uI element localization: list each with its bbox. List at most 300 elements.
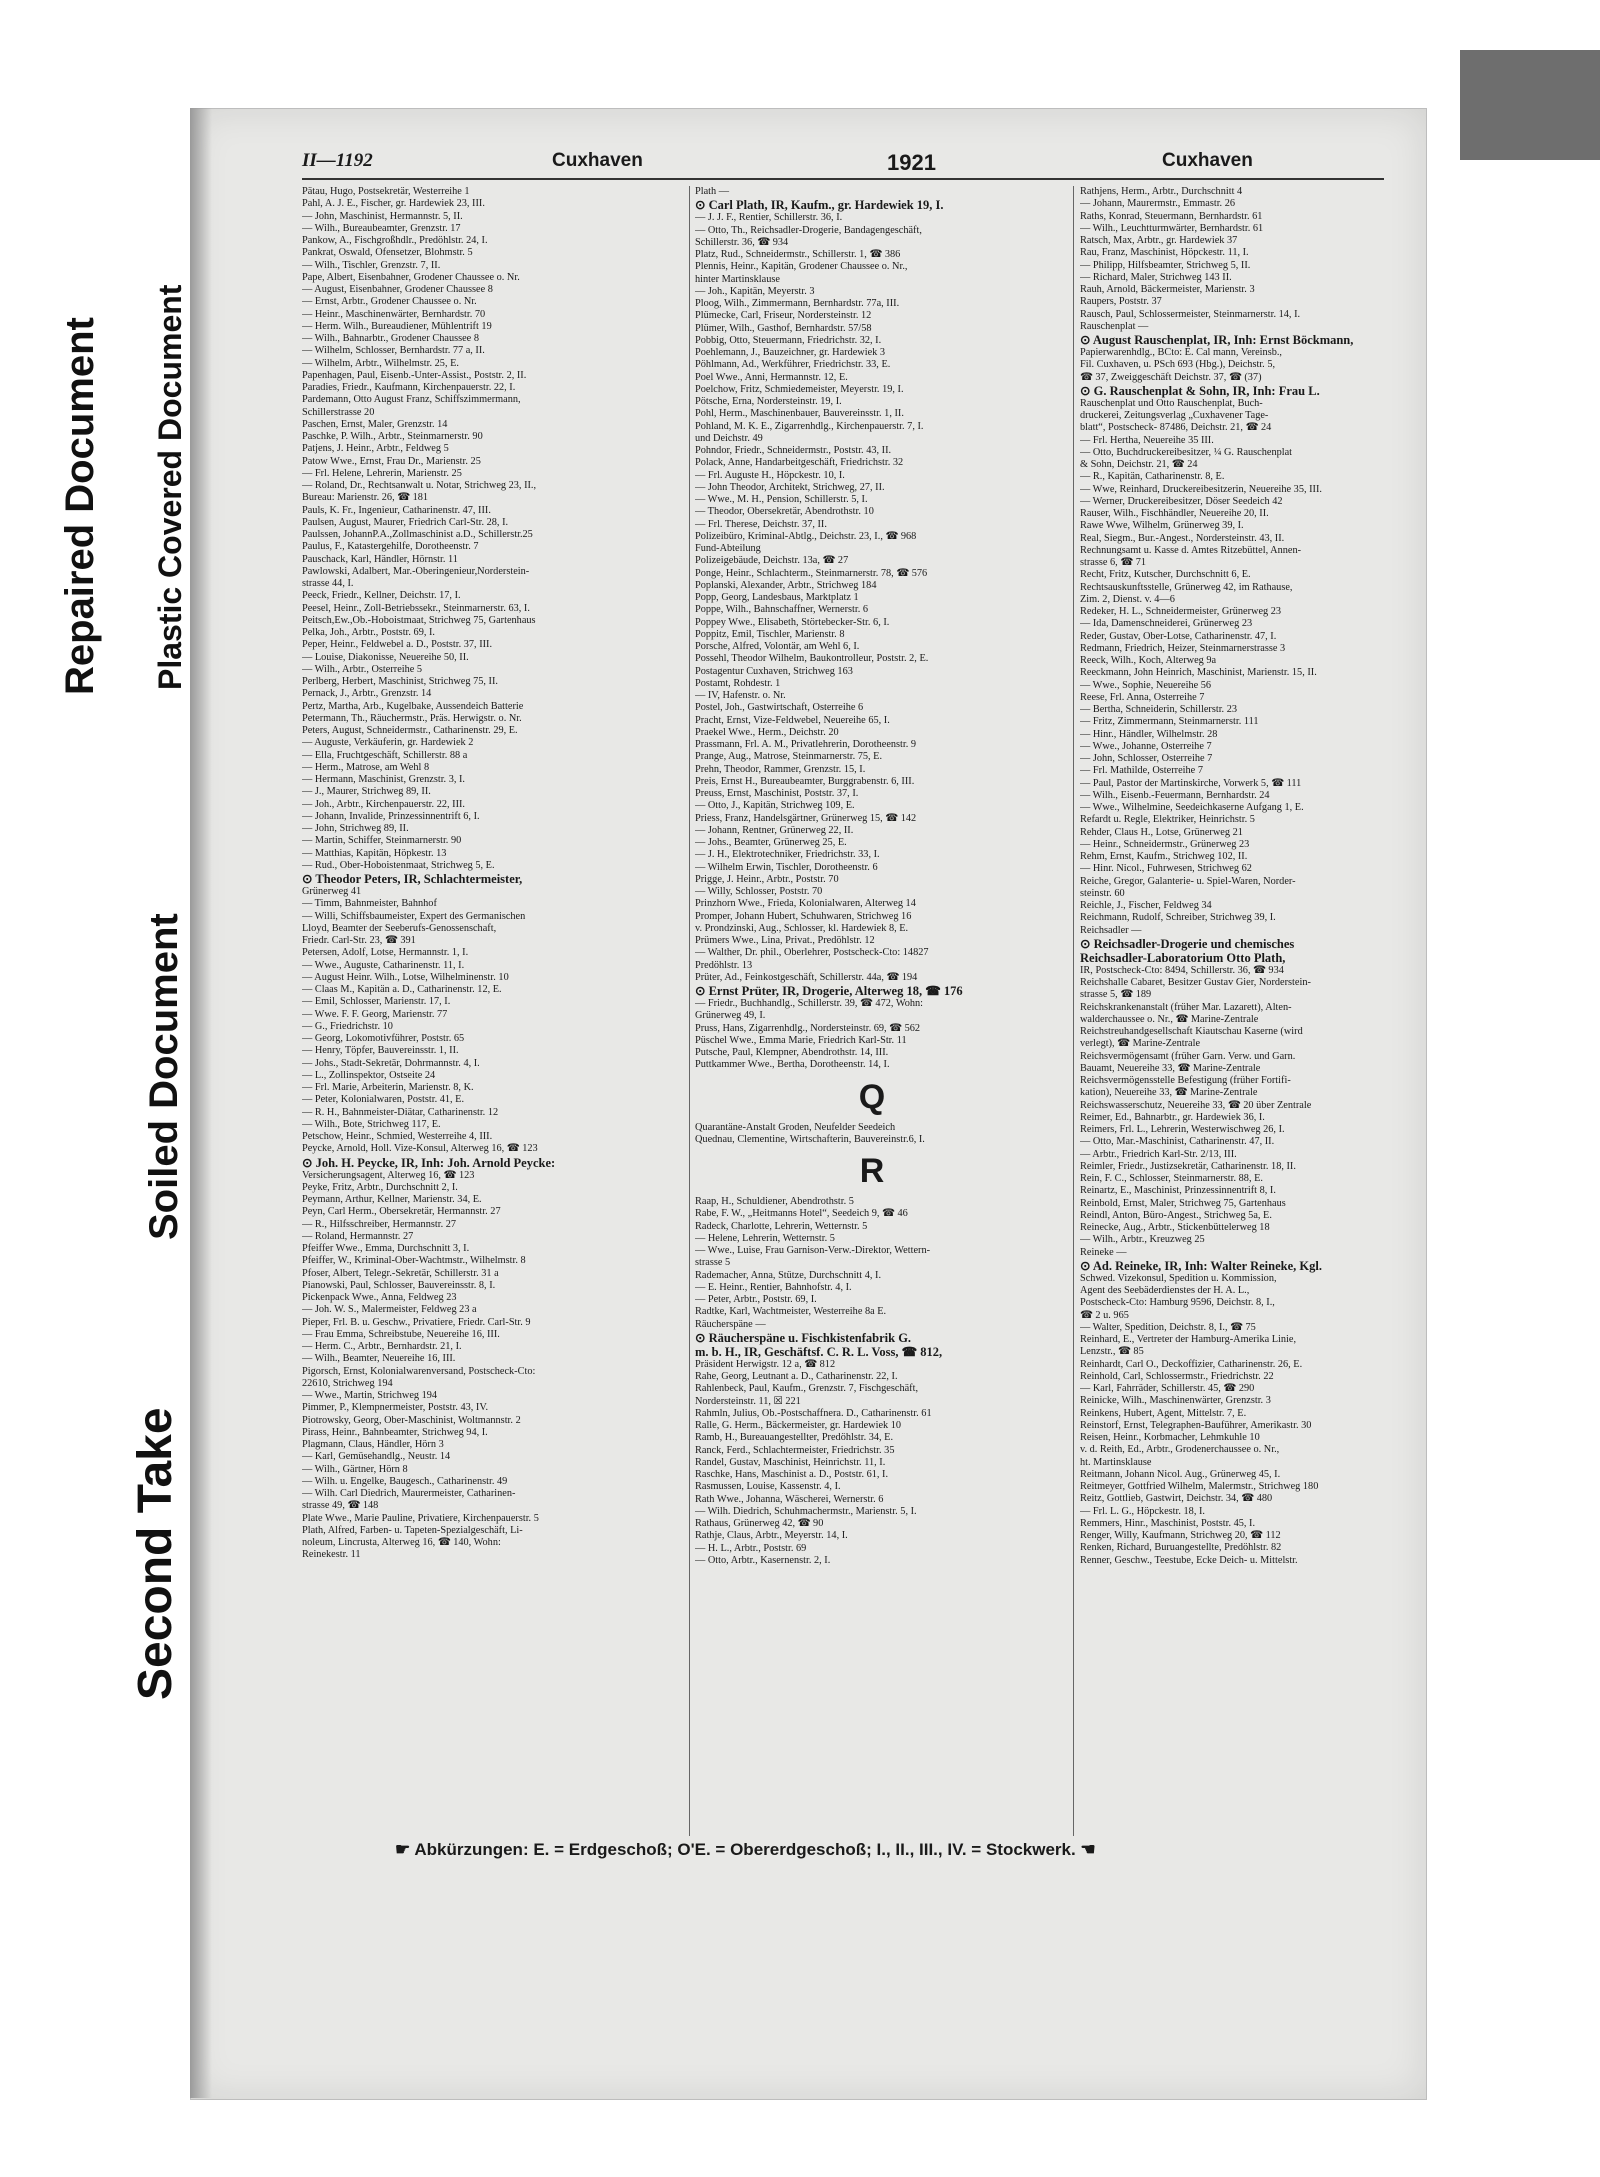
directory-entry: Rechtsauskunftsstelle, Grünerweg 42, im Rathause, <box>1080 581 1293 593</box>
directory-entry: Polizeibüro, Kriminal-Abtlg., Deichstr. 23, I., ☎ 968 <box>695 530 917 542</box>
directory-entry: Preuss, Ernst, Maschinist, Poststr. 37, I. <box>695 788 859 799</box>
directory-entry: — John Theodor, Architekt, Strichweg, 27, II. <box>695 481 885 493</box>
directory-entry: Pickenpack Wwe., Anna, Feldweg 23 <box>302 1292 457 1303</box>
directory-entry: Paschke, P. Wilh., Arbtr., Steinmarnerstr. 90 <box>302 431 483 442</box>
directory-entry: Pauls, K. Fr., Ingenieur, Catharinenstr. 47, III. <box>302 504 491 516</box>
directory-entry: — Hinr., Händler, Wilhelmstr. 28 <box>1080 728 1218 740</box>
directory-entry: — Werner, Druckereibesitzer, Döser Seedeich 42 <box>1080 495 1283 507</box>
directory-entry: — Henry, Töpfer, Bauvereinsstr. 1, II. <box>302 1045 459 1057</box>
directory-entry: Rawe Wwe, Wilhelm, Grünerweg 39, I. <box>1080 520 1244 532</box>
directory-entry: Pötsche, Erna, Nordersteinstr. 19, I. <box>695 396 842 407</box>
directory-entry: Porsche, Alfred, Volontär, am Wehl 6, I. <box>695 641 860 652</box>
directory-entry: — Wilh., Bureaubeamter, Grenzstr. 17 <box>302 222 461 234</box>
directory-entry: Peymann, Arthur, Kellner, Marienstr. 34, E. <box>302 1194 482 1205</box>
directory-entry: — Georg, Lokomotivführer, Poststr. 65 <box>302 1033 465 1044</box>
directory-entry: — Richard, Maler, Strichweg 143 II. <box>1080 271 1232 283</box>
directory-entry: Reinartz, E., Maschinist, Prinzessinnentrift 8, I. <box>1080 1185 1276 1197</box>
directory-entry: — R., Kapitän, Catharinenstr. 8, E. <box>1080 471 1225 483</box>
directory-entry: Rathaus, Grünerweg 42, ☎ 90 <box>695 1518 824 1529</box>
directory-entry: — Wilh., Arbtr., Osterreihe 5 <box>302 663 423 675</box>
directory-entry: Peeck, Friedr., Kellner, Deichstr. 17, I. <box>302 590 461 602</box>
directory-entry: Reineke — <box>1080 1246 1127 1258</box>
directory-entry: Putsche, Paul, Klempner, Abendrothstr. 14, III. <box>695 1047 889 1058</box>
directory-entry: Renner, Geschw., Teestube, Ecke Deich- u. Mittelstr. <box>1080 1554 1298 1566</box>
directory-entry: Patow Wwe., Ernst, Frau Dr., Marienstr. 25 <box>302 455 481 467</box>
directory-entry: — Herm., Matrose, am Wehl 8 <box>302 761 430 773</box>
directory-entry: Reese, Frl. Anna, Osterreihe 7 <box>1080 691 1205 703</box>
directory-entry: Reimers, Frl. L., Lehrerin, Westerwischweg 26, I. <box>1080 1124 1285 1135</box>
directory-entry: Possehl, Theodor Wilhelm, Baukontrolleur, Poststr. 2, E. <box>695 653 929 665</box>
directory-entry: Reitmann, Johann Nicol. Aug., Grünerweg 45, I. <box>1080 1468 1281 1480</box>
directory-entry: — Theodor, Obersekretär, Abendrothstr. 10 <box>695 506 874 518</box>
directory-entry: Pfeiffer Wwe., Emma, Durchschnitt 3, I. <box>302 1243 470 1254</box>
directory-entry: Pobbig, Otto, Steuermann, Friedrichstr. 32, I. <box>695 334 882 346</box>
directory-entry: Rauschenplat und Otto Rauschenplat, Buch- <box>1080 397 1263 409</box>
directory-entry: ⊙ G. Rauschenplat & Sohn, IR, Inh: Frau L. <box>1080 383 1320 398</box>
directory-entry: Paulsen, August, Maurer, Friedrich Carl-Str. 28, I. <box>302 516 509 528</box>
directory-entry: — IV, Hafenstr. o. Nr. <box>695 690 786 701</box>
directory-entry: Bureau: Marienstr. 26, ☎ 181 <box>302 492 429 504</box>
directory-entry: Poppey Wwe., Elisabeth, Störtebecker-Str. 6, I. <box>695 616 890 628</box>
directory-entry: Reichle, J., Fischer, Feldweg 34 <box>1080 900 1212 911</box>
directory-entry: Paradies, Friedr., Kaufmann, Kirchenpauerstr. 22, I. <box>302 382 516 393</box>
directory-entry: Redmann, Friedrich, Heizer, Steinmarnerstrasse 3 <box>1080 642 1286 654</box>
directory-entry: Poplanski, Alexander, Arbtr., Strichweg 184 <box>695 579 877 591</box>
directory-entry: — Wwe., Martin, Strichweg 194 <box>302 1390 438 1401</box>
directory-entry: — Wilh., Tischler, Grenzstr. 7, II. <box>302 259 441 271</box>
directory-entry: — Wwe., Wilhelmine, Seedeichkaserne Aufgang 1, E. <box>1080 802 1304 813</box>
directory-entry: — Wilh. u. Engelke, Baugesch., Catharinenstr. 49 <box>302 1475 508 1487</box>
directory-entry: Renken, Richard, Buruangestellte, Predöhlstr. 82 <box>1080 1542 1282 1554</box>
directory-entry: Reimer, Ed., Bahnarbtr., gr. Hardewiek 36, I. <box>1080 1111 1265 1123</box>
directory-entry: Pernack, J., Arbtr., Grenzstr. 14 <box>302 688 432 700</box>
directory-entry: ⊙ August Rauschenplat, IR, Inh: Ernst Böckmann, <box>1080 333 1354 347</box>
directory-entry: Reinekestr. 11 <box>302 1549 361 1561</box>
directory-entry: Fil. Cuxhaven, u. PSch 693 (Hbg.), Deichstr. 5, <box>1080 359 1276 371</box>
directory-entry: — E. Heinr., Rentier, Bahnhofstr. 4, I. <box>695 1281 852 1293</box>
directory-entry: Paulssen, JohannP.A.,Zollmaschinist a.D., Schillerstr.25 <box>302 529 533 540</box>
directory-entry: Poel Wwe., Anni, Hermannstr. 12, E. <box>695 371 848 383</box>
directory-entry: Rechnungsamt u. Kasse d. Amtes Ritzebüttel, Annen- <box>1080 544 1302 556</box>
directory-entry: Püschel Wwe., Emma Marie, Friedrich Karl-Str. 11 <box>695 1034 907 1046</box>
directory-entry: Polizeigebäude, Deichstr. 13a, ☎ 27 <box>695 555 849 567</box>
directory-entry: Reinecke, Aug., Arbtr., Stickenbüttelerweg 18 <box>1080 1222 1270 1233</box>
directory-entry: — Wwe. F. F. Georg, Marienstr. 77 <box>302 1008 448 1020</box>
directory-entry: Rabe, F. W., „Heitmanns Hotel“, Seedeich 9, ☎ 46 <box>695 1208 908 1220</box>
directory-entry: Fund-Abteilung <box>695 543 761 554</box>
directory-entry: Schillerstrasse 20 <box>302 406 375 418</box>
directory-entry: — Johann, Rentner, Grünerweg 22, II. <box>695 824 854 836</box>
directory-entry: Präsident Herwigstr. 12 a, ☎ 812 <box>695 1358 836 1370</box>
directory-column-3 <box>1080 186 1434 1567</box>
directory-entry: — Hermann, Maschinist, Grenzstr. 3, I. <box>302 774 466 785</box>
directory-entry: — Wilh., Bote, Strichweg 117, E. <box>302 1118 441 1130</box>
header-city-left: Cuxhaven <box>552 150 643 171</box>
directory-entry: — Wilh., Beamter, Neuereihe 16, III. <box>302 1353 456 1365</box>
label-second-take: Second Take <box>129 1407 182 1700</box>
directory-entry: Reichsvermögensstelle Befestigung (früher Fortifi- <box>1080 1075 1291 1086</box>
directory-entry: Promper, Johann Hubert, Schuhwaren, Strichweg 16 <box>695 910 912 922</box>
directory-entry: Pelka, Joh., Arbtr., Poststr. 69, I. <box>302 627 436 638</box>
directory-entry: strasse 5 <box>695 1257 731 1269</box>
directory-entry: Raths, Konrad, Steuermann, Bernhardstr. 61 <box>1080 210 1263 222</box>
directory-entry: Grünerweg 41 <box>302 886 362 897</box>
directory-entry: — Otto, Arbtr., Kasernenstr. 2, I. <box>695 1554 831 1566</box>
directory-entry: Pfeiffer, W., Kriminal-Ober-Wachtmstr., Wilhelmstr. 8 <box>302 1255 526 1267</box>
directory-entry: — Wwe., Auguste, Catharinenstr. 11, I. <box>302 959 465 971</box>
directory-entry: — Timm, Bahnmeister, Bahnhof <box>302 898 437 910</box>
directory-entry: — J., Maurer, Strichweg 89, II. <box>302 786 431 798</box>
directory-entry: Reitz, Gottlieb, Gastwirt, Deichstr. 34, ☎ 480 <box>1080 1493 1273 1505</box>
directory-entry: Pigorsch, Ernst, Kolonialwarenversand, Postscheck-Cto: <box>302 1365 536 1377</box>
directory-entry: — Otto, Buchdruckereibesitzer, ¼ G. Rauschenplat <box>1080 446 1293 458</box>
page-binding-shadow <box>190 108 212 2098</box>
directory-entry: Reinkens, Hubert, Agent, Mittelstr. 7, E. <box>1080 1407 1247 1419</box>
directory-entry: — J. J. F., Rentier, Schillerstr. 36, I. <box>695 212 843 224</box>
directory-entry: Platz, Rud., Schneidermstr., Schillerstr. 1, ☎ 386 <box>695 249 901 260</box>
directory-entry: Rademacher, Anna, Stütze, Durchschnitt 4, I. <box>695 1269 882 1281</box>
directory-entry: Raupers, Poststr. 37 <box>1080 296 1162 308</box>
directory-entry: Poehlemann, J., Bauzeichner, gr. Hardewiek 3 <box>695 347 886 358</box>
directory-entry: Rausch, Paul, Schlossermeister, Steinmarnerstr. 14, I. <box>1080 308 1301 320</box>
directory-entry: — Frl. Auguste H., Höpckestr. 10, I. <box>695 469 845 481</box>
directory-entry: Rahlenbeck, Paul, Kaufm., Grenzstr. 7, Fischgeschäft, <box>695 1383 919 1395</box>
directory-entry: Pape, Albert, Eisenbahner, Grodener Chaussee o. Nr. <box>302 271 520 283</box>
directory-entry: — Martin, Schiffer, Steinmarnerstr. 90 <box>302 835 462 847</box>
directory-entry: m. b. H., IR, Geschäftsf. C. R. L. Voss, ☎ 812, <box>695 1344 943 1359</box>
directory-entry: Reitmeyer, Gottfried Wilhelm, Malermstr., Strichweg 180 <box>1080 1481 1319 1492</box>
directory-entry: — Frl. Marie, Arbeiterin, Marienstr. 8, K. <box>302 1082 474 1093</box>
directory-entry: Postscheck-Cto: Hamburg 9596, Deichstr. 8, I., <box>1080 1297 1275 1309</box>
directory-entry: v. d. Reith, Ed., Arbtr., Grodenerchaussee o. Nr., <box>1080 1444 1280 1456</box>
label-plastic-covered-document: Plastic Covered Document <box>152 284 188 690</box>
directory-entry: Lenzstr., ☎ 85 <box>1080 1346 1144 1358</box>
directory-entry: — Walther, Dr. phil., Oberlehrer, Postscheck-Cto: 14827 <box>695 947 929 959</box>
directory-entry: Reinhardt, Carl O., Deckoffizier, Catharinenstr. 26, E. <box>1080 1358 1303 1370</box>
directory-entry: Pawlowski, Adalbert, Mar.-Oberingenieur,Norderstein- <box>302 565 530 577</box>
directory-entry: Paschen, Ernst, Maler, Grenzstr. 14 <box>302 418 448 430</box>
directory-entry: — Helene, Lehrerin, Wetternstr. 5 <box>695 1232 835 1244</box>
directory-entry: — Heinr., Schneidermstr., Grünerweg 23 <box>1080 838 1250 850</box>
directory-entry: Poelchow, Fritz, Schmiedemeister, Meyerstr. 19, I. <box>695 383 904 395</box>
directory-entry: 22610, Strichweg 194 <box>302 1377 393 1389</box>
directory-entry: Schwed. Vizekonsul, Spedition u. Kommission, <box>1080 1272 1277 1284</box>
directory-entry: Peycke, Arnold, Holl. Vize-Konsul, Alterweg 16, ☎ 123 <box>302 1143 538 1155</box>
directory-entry: Reichshalle Cabaret, Besitzer Gustav Gier, Norderstein- <box>1080 977 1311 988</box>
directory-entry: Reiche, Gregor, Galanterie- u. Spiel-Waren, Norder- <box>1080 875 1296 887</box>
directory-entry: — Wilhelm, Schlosser, Bernhardstr. 77 a, II. <box>302 345 485 357</box>
directory-entry: strasse 49, ☎ 148 <box>302 1500 379 1512</box>
directory-entry: — Auguste, Verkäuferin, gr. Hardewiek 2 <box>302 737 474 749</box>
directory-entry: — Wilhelm Erwin, Tischler, Dorotheenstr. 6 <box>695 861 878 873</box>
directory-entry: — R., Hilfsschreiber, Hermannstr. 27 <box>302 1218 457 1230</box>
directory-entry: strasse 5, ☎ 189 <box>1080 989 1152 1001</box>
directory-entry: — Rud., Ober-Hoboistenmaat, Strichweg 5, E. <box>302 859 495 871</box>
directory-entry: Ranck, Ferd., Schlachtermeister, Friedrichstr. 35 <box>695 1444 895 1456</box>
directory-entry: — G., Friedrichstr. 10 <box>302 1020 393 1032</box>
directory-entry: Reichsadler-Laboratorium Otto Plath, <box>1080 950 1286 965</box>
directory-column-1 <box>302 186 656 1562</box>
directory-entry: Plath — <box>695 186 730 197</box>
directory-entry: verlegt), ☎ Marine-Zentrale <box>1080 1038 1201 1050</box>
directory-entry: Patjens, J. Heinr., Arbtr., Feldweg 5 <box>302 443 449 455</box>
directory-entry: druckerei, Zeitungsverlag „Cuxhavener Tage- <box>1080 410 1269 421</box>
directory-entry: — Herm. C., Arbtr., Bernhardstr. 21, I. <box>302 1341 462 1352</box>
directory-entry: Plümer, Wilh., Gasthof, Bernhardstr. 57/58 <box>695 322 872 334</box>
directory-entry: — Wilh., Leuchtturmwärter, Bernhardstr. 61 <box>1080 222 1264 234</box>
section-letter-r: R <box>859 1152 885 1190</box>
directory-entry: — Matthias, Kapitän, Höpkestr. 13 <box>302 847 447 859</box>
directory-entry: — Otto, Mar.-Maschinist, Catharinenstr. 47, II. <box>1080 1136 1275 1148</box>
directory-entry: ⊙ Theodor Peters, IR, Schlachtermeister, <box>302 872 523 886</box>
directory-entry: — Hinr. Nicol., Fuhrwesen, Strichweg 62 <box>1080 863 1252 875</box>
directory-entry: Ratsch, Max, Arbtr., gr. Hardewiek 37 <box>1080 235 1238 246</box>
directory-entry: und Deichstr. 49 <box>695 432 763 444</box>
directory-entry: — Frl. L. G., Höpckestr. 18, I. <box>1080 1505 1205 1517</box>
directory-entry: Nordersteinstr. 11, ☒ 221 <box>695 1395 801 1407</box>
directory-entry: Prümers Wwe., Lina, Privat., Predöhlstr. 12 <box>695 935 875 946</box>
directory-entry: — R. H., Bahnmeister-Diätar, Catharinenstr. 12 <box>302 1106 499 1118</box>
directory-entry: steinstr. 60 <box>1080 887 1125 899</box>
directory-entry: Plennis, Heinr., Kapitän, Grodener Chaussee o. Nr., <box>695 261 908 273</box>
directory-entry: Peters, August, Schneidermstr., Catharinenstr. 29, E. <box>302 725 518 736</box>
directory-entry: Reimler, Friedr., Justizsekretär, Catharinenstr. 18, II. <box>1080 1160 1296 1172</box>
directory-entry: — Emil, Schlosser, Marienstr. 17, I. <box>302 996 451 1008</box>
directory-entry: Reichsadler — <box>1080 924 1142 936</box>
directory-entry: hinter Martinsklause <box>695 273 780 285</box>
directory-entry: Puttkammer Wwe., Bertha, Dorotheenstr. 14, I. <box>695 1059 890 1071</box>
directory-entry: v. Prondzinski, Aug., Schlosser, kl. Hardewiek 8, E. <box>695 922 909 934</box>
directory-entry: Reichskrankenanstalt (früher Mar. Lazarett), Alten- <box>1080 1001 1292 1013</box>
directory-entry: Bauamt, Neuereihe 33, ☎ Marine-Zentrale <box>1080 1062 1261 1074</box>
directory-entry: — Otto, J., Kapitän, Strichweg 109, E. <box>695 800 855 812</box>
directory-entry: Rehm, Ernst, Kaufm., Strichweg 102, II. <box>1080 851 1248 862</box>
directory-entry: — Ida, Damenschneiderei, Grünerweg 23 <box>1080 618 1253 630</box>
directory-entry: Reeck, Wilh., Koch, Alterweg 9a <box>1080 655 1217 666</box>
directory-entry: Real, Siegm., Bur.-Angest., Nordersteinstr. 43, II. <box>1080 532 1285 544</box>
directory-entry: Reichswasserschutz, Neuereihe 33, ☎ 20 über Zentrale <box>1080 1099 1312 1111</box>
directory-entry: Prüter, Ad., Feinkostgeschäft, Schillerstr. 44a, ☎ 194 <box>695 971 918 983</box>
directory-entry: Grünerweg 49, I. <box>695 1010 766 1022</box>
directory-entry: Ralle, G. Herm., Bäckermeister, gr. Hardewiek 10 <box>695 1420 902 1431</box>
directory-entry: Pätau, Hugo, Postsekretär, Westerreihe 1 <box>302 186 470 197</box>
directory-entry: Reder, Gustav, Ober-Lotse, Catharinenstr. 47, I. <box>1080 630 1277 642</box>
label-soiled-document: Soiled Document <box>142 913 186 1240</box>
directory-entry: Plath, Alfred, Farben- u. Tapeten-Spezialgeschäft, Li- <box>302 1524 523 1536</box>
directory-entry: ⊙ Joh. H. Peycke, IR, Inh: Joh. Arnold Peycke: <box>302 1155 556 1170</box>
directory-entry: — Frl. Helene, Lehrerin, Marienstr. 25 <box>302 467 462 479</box>
directory-entry: Piotrowsky, Georg, Ober-Maschinist, Woltmannstr. 2 <box>302 1414 521 1426</box>
directory-entry: Petersen, Adolf, Lotse, Hermannstr. 1, I. <box>302 947 469 959</box>
directory-entry: ⊙ Räucherspäne u. Fischkistenfabrik G. <box>695 1330 912 1345</box>
directory-entry: Plümecke, Carl, Friseur, Nordersteinstr. 12 <box>695 310 872 322</box>
directory-entry: ⊙ Reichsadler-Drogerie und chemisches <box>1080 936 1295 951</box>
page-header <box>302 150 1382 178</box>
directory-entry: — Ella, Fruchtgeschäft, Schillerstr. 88 a <box>302 749 468 761</box>
directory-entry: Rauh, Arnold, Bäckermeister, Marienstr. 3 <box>1080 284 1255 295</box>
page-number: II—1192 <box>302 150 373 171</box>
directory-entry: — Frl. Mathilde, Osterreihe 7 <box>1080 765 1203 777</box>
directory-entry: Polack, Anne, Handarbeitgeschäft, Friedrichstr. 32 <box>695 457 904 469</box>
directory-entry: Reinhard, E., Vertreter der Hamburg-Amerika Linie, <box>1080 1334 1297 1345</box>
directory-entry: — Peter, Arbtr., Poststr. 69, I. <box>695 1294 817 1305</box>
directory-entry: ⊙ Ad. Reineke, IR, Inh: Walter Reineke, Kgl. <box>1080 1258 1322 1273</box>
directory-entry: Reinicke, Wilh., Maschinenwärter, Grenzstr. 3 <box>1080 1395 1271 1407</box>
column-divider <box>1073 186 1074 1836</box>
directory-entry: — Johs., Stadt-Sekretär, Dohrmannstr. 4, I. <box>302 1057 480 1069</box>
directory-entry: — Joh., Kapitän, Meyerstr. 3 <box>695 285 815 297</box>
directory-entry: Pauschack, Karl, Händler, Hörnstr. 11 <box>302 553 458 565</box>
directory-entry: strasse 44, I. <box>302 578 354 589</box>
directory-entry: Paulus, F., Katastergehilfe, Dorotheenstr. 7 <box>302 541 479 553</box>
directory-entry: Redeker, H. L., Schneidermeister, Grünerweg 23 <box>1080 606 1282 617</box>
directory-entry: — Otto, Th., Reichsadler-Drogerie, Bandagengeschäft, <box>695 224 922 236</box>
directory-entry: Peper, Heinr., Feldwebel a. D., Poststr. 37, III. <box>302 639 493 651</box>
directory-entry: Rehder, Claus H., Lotse, Grünerweg 21 <box>1080 826 1243 838</box>
directory-entry: Pertz, Martha, Arb., Kugelbake, Aussendeich Batterie <box>302 700 524 712</box>
directory-entry: — Roland, Hermannstr. 27 <box>302 1230 414 1242</box>
directory-entry: — Wilh., Eisenb.-Feuermann, Bernhardstr. 24 <box>1080 789 1270 801</box>
directory-entry: Pieper, Frl. B. u. Geschw., Privatiere, Friedr. Carl-Str. 9 <box>302 1316 531 1328</box>
directory-entry: — Willy, Schlosser, Poststr. 70 <box>695 886 823 897</box>
directory-entry: — Johann, Maurermstr., Emmastr. 26 <box>1080 198 1236 210</box>
directory-entry: Rahmln, Julius, Ob.-Postschaffnera. D., Catharinenstr. 61 <box>695 1407 932 1419</box>
directory-entry: Quarantäne-Anstalt Groden, Neufelder Seedeich <box>695 1121 896 1133</box>
directory-entry: — Claas M., Kapitän a. D., Catharinenstr. 12, E. <box>302 984 502 995</box>
directory-entry: — Joh., Arbtr., Kirchenpauerstr. 22, III. <box>302 798 465 810</box>
directory-entry: — Friedr., Buchhandlg., Schillerstr. 39, ☎ 472, Wohn: <box>695 998 924 1009</box>
directory-entry: IR, Postscheck-Cto: 8494, Schillerstr. 36, ☎ 934 <box>1080 964 1284 976</box>
directory-entry: — Wwe., Sophie, Neuereihe 56 <box>1080 679 1212 691</box>
directory-entry: Recht, Fritz, Kutscher, Durchschnitt 6, E. <box>1080 569 1251 581</box>
directory-entry: Reisen, Heinr., Korbmacher, Lehmkuhle 10 <box>1080 1432 1260 1443</box>
header-rule <box>302 178 1384 180</box>
directory-entry: ⊙ Ernst Prüter, IR, Drogerie, Alterweg 18, ☎ 176 <box>695 984 963 998</box>
directory-entry: noleum, Lincrusta, Alterweg 16, ☎ 140, Wohn: <box>302 1537 501 1548</box>
directory-entry: — Wwe, Reinhard, Druckereibesitzerin, Neuereihe 35, III. <box>1080 483 1322 495</box>
directory-entry: Pirass, Heinr., Bahnbeamter, Strichweg 94, I. <box>302 1426 488 1438</box>
directory-entry: — John, Strichweg 89, II. <box>302 823 409 834</box>
directory-entry: — Frl. Therese, Deichstr. 37, II. <box>695 518 827 530</box>
directory-entry: — Fritz, Zimmermann, Steinmarnerstr. 111 <box>1080 716 1259 728</box>
directory-entry: Peyke, Fritz, Arbtr., Durchschnitt 2, I. <box>302 1181 458 1193</box>
directory-entry: Prinzhorn Wwe., Frieda, Kolonialwaren, Alterweg 14 <box>695 898 916 910</box>
directory-entry: — August Heinr. Wilh., Lotse, Wilhelminenstr. 10 <box>302 971 509 983</box>
directory-entry: Rathjens, Herm., Arbtr., Durchschnitt 4 <box>1080 186 1243 197</box>
directory-entry: ☎ 37, Zweiggeschäft Deichstr. 37, ☎ (37) <box>1080 371 1262 383</box>
directory-entry: Postagentur Cuxhaven, Strichweg 163 <box>695 665 853 677</box>
directory-entry: Petermann, Th., Räuchermstr., Präs. Herwigstr. o. Nr. <box>302 712 522 724</box>
directory-entry: — Roland, Dr., Rechtsanwalt u. Notar, Strichweg 23, II., <box>302 480 537 491</box>
directory-entry: Papierwarenhdlg., BCto: E. Cal mann, Vereinsb., <box>1080 347 1282 358</box>
directory-entry: ☎ 2 u. 965 <box>1080 1309 1129 1321</box>
directory-entry: Reichsvermögensamt (früher Garn. Verw. und Garn. <box>1080 1050 1296 1062</box>
directory-entry: Pohl, Herm., Maschinenbauer, Bauvereinsstr. 1, II. <box>695 408 904 420</box>
directory-entry: Pankow, A., Fischgroßhdlr., Predöhlstr. 24, I. <box>302 235 488 246</box>
directory-entry: Prassmann, Frl. A. M., Privatlehrerin, Dorotheenstr. 9 <box>695 739 917 750</box>
directory-entry: — Walter, Spedition, Deichstr. 8, I., ☎ 75 <box>1080 1321 1256 1333</box>
directory-entry: Renger, Willy, Kaufmann, Strichweg 20, ☎ 112 <box>1080 1530 1281 1541</box>
directory-entry: — Herm. Wilh., Bureaudiener, Mühlentrift 19 <box>302 320 492 332</box>
directory-entry: Raap, H., Schuldiener, Abendrothstr. 5 <box>695 1196 854 1207</box>
directory-entry: — Frl. Hertha, Neuereihe 35 III. <box>1080 434 1214 446</box>
directory-entry: — Louise, Diakonisse, Neuereihe 50, II. <box>302 651 469 663</box>
section-letter-q: Q <box>858 1077 886 1116</box>
directory-entry: Zim. 2, Dienst. v. 4—6 <box>1080 593 1175 605</box>
directory-entry: Plate Wwe., Marie Pauline, Privatiere, Kirchenpauerstr. 5 <box>302 1512 539 1524</box>
directory-entry: Schillerstr. 36, ☎ 934 <box>695 236 789 248</box>
directory-entry: ht. Martinsklause <box>1080 1456 1152 1468</box>
directory-entry: Friedr. Carl-Str. 23, ☎ 391 <box>302 935 416 946</box>
directory-entry: Raschke, Hans, Maschinist a. D., Poststr. 61, I. <box>695 1469 889 1480</box>
directory-entry: — Wilh. Carl Diedrich, Maurermeister, Catharinen- <box>302 1488 516 1499</box>
directory-entry: Pfoser, Albert, Telegr.-Sekretär, Schillerstr. 31 a <box>302 1267 499 1279</box>
directory-entry: Papenhagen, Paul, Eisenb.-Unter-Assist., Poststr. 2, II. <box>302 369 527 381</box>
directory-entry: Praekel Wwe., Herm., Deichstr. 20 <box>695 726 839 738</box>
directory-entry: Reinstorf, Ernst, Telegraphen-Bauführer, Amerikastr. 30 <box>1080 1419 1312 1431</box>
label-repaired-document: Repaired Document <box>58 317 102 695</box>
directory-entry: Reichmann, Rudolf, Schreiber, Strichweg 39, I. <box>1080 912 1276 924</box>
directory-entry: Randel, Gustav, Maschinist, Heinrichstr. 11, I. <box>695 1456 886 1468</box>
directory-entry: — Willi, Schiffsbaumeister, Expert des Germanischen <box>302 910 526 922</box>
directory-entry: — Johs., Beamter, Grünerweg 25, E. <box>695 837 847 848</box>
header-year: 1921 <box>887 150 936 175</box>
directory-entry: ⊙ Carl Plath, IR, Kaufm., gr. Hardewiek 19, I. <box>695 198 944 213</box>
directory-entry: — Wilhelm, Arbtr., Wilhelmstr. 25, E. <box>302 357 459 369</box>
directory-entry: Prigge, J. Heinr., Arbtr., Poststr. 70 <box>695 873 839 885</box>
directory-entry: — August, Eisenbahner, Grodener Chaussee 8 <box>302 284 493 295</box>
directory-entry: Postamt, Rohdestr. 1 <box>695 677 781 689</box>
directory-entry: Pardemann, Otto August Franz, Schiffszimmermann, <box>302 394 521 406</box>
directory-entry: Pohndor, Friedr., Schneidermstr., Poststr. 43, II. <box>695 445 892 456</box>
directory-entry: Rath Wwe., Johanna, Wäscherei, Wernerstr. 6 <box>695 1493 884 1505</box>
directory-entry: Ploog, Wilh., Zimmermann, Bernhardstr. 77a, III. <box>695 298 900 309</box>
directory-entry: blatt“, Postscheck- 87486, Deichstr. 21, ☎ 24 <box>1080 422 1272 434</box>
directory-entry: Reichstreuhandgesellschaft Kiautschau Kaserne (wird <box>1080 1026 1303 1037</box>
directory-entry: — Karl, Gemüsehandlg., Neustr. 14 <box>302 1451 451 1463</box>
directory-entry: Pianowski, Paul, Schlosser, Bauvereinsstr. 8, I. <box>302 1279 496 1291</box>
header-city-right: Cuxhaven <box>1162 150 1253 171</box>
directory-entry: Lloyd, Beamter der Seeberufs-Genossenschaft, <box>302 922 497 934</box>
directory-entry: — Joh. W. S., Malermeister, Feldweg 23 a <box>302 1304 477 1316</box>
directory-entry: Reinhold, Carl, Schlossermstr., Friedrichstr. 22 <box>1080 1370 1274 1382</box>
directory-entry: Ponge, Heinr., Schlachterm., Steinmarnerstr. 78, ☎ 576 <box>695 567 928 579</box>
directory-entry: Rasmussen, Louise, Kassenstr. 4, I. <box>695 1481 841 1493</box>
directory-entry: Poppitz, Emil, Tischler, Marienstr. 8 <box>695 628 845 640</box>
directory-entry: Priess, Franz, Handelsgärtner, Grünerweg 15, ☎ 142 <box>695 812 917 824</box>
directory-entry: Pracht, Ernst, Vize-Feldwebel, Neuereihe 65, I. <box>695 714 890 726</box>
directory-entry: Prange, Aug., Matrose, Steinmarnerstr. 75, E. <box>695 751 883 763</box>
directory-entry: Peyn, Carl Herm., Obersekretär, Hermannstr. 27 <box>302 1206 501 1218</box>
directory-entry: Preis, Ernst H., Bureaubeamter, Burggrabenstr. 6, III. <box>695 775 915 787</box>
directory-entry: — Wilh., Gärtner, Hörn 8 <box>302 1463 408 1475</box>
directory-entry: Reinbold, Ernst, Maler, Strichweg 75, Gartenhaus <box>1080 1197 1286 1209</box>
directory-entry: — Wilh., Arbtr., Kreuzweg 25 <box>1080 1234 1205 1246</box>
directory-entry: — Wilh. Diedrich, Schuhmachermstr., Marienstr. 5, I. <box>695 1505 917 1517</box>
directory-entry: Ramb, H., Bureauangestellter, Predöhlstr. 34, E. <box>695 1432 894 1444</box>
directory-entry: — L., Zollinspektor, Ostseite 24 <box>302 1069 436 1081</box>
directory-entry: & Sohn, Deichstr. 21, ☎ 24 <box>1080 459 1198 470</box>
directory-entry: Pohland, M. K. E., Zigarrenhdlg., Kirchenpauerstr. 7, I. <box>695 420 924 432</box>
directory-entry: Rauser, Wilh., Fischhändler, Neuereihe 20, II. <box>1080 508 1269 519</box>
directory-entry: — Heinr., Maschinenwärter, Bernhardstr. 70 <box>302 308 486 320</box>
directory-entry: — H. L., Arbtr., Poststr. 69 <box>695 1542 807 1554</box>
directory-entry: Refardt u. Regle, Elektriker, Heinrichstr. 5 <box>1080 814 1255 826</box>
directory-entry: Räucherspäne — <box>695 1318 766 1330</box>
directory-entry: Postel, Joh., Gastwirtschaft, Osterreihe 6 <box>695 702 864 714</box>
directory-entry: — Ernst, Arbtr., Grodener Chaussee o. Nr. <box>302 296 477 308</box>
directory-entry: Agent des Seebäderdienstes der H. A. L., <box>1080 1285 1250 1296</box>
